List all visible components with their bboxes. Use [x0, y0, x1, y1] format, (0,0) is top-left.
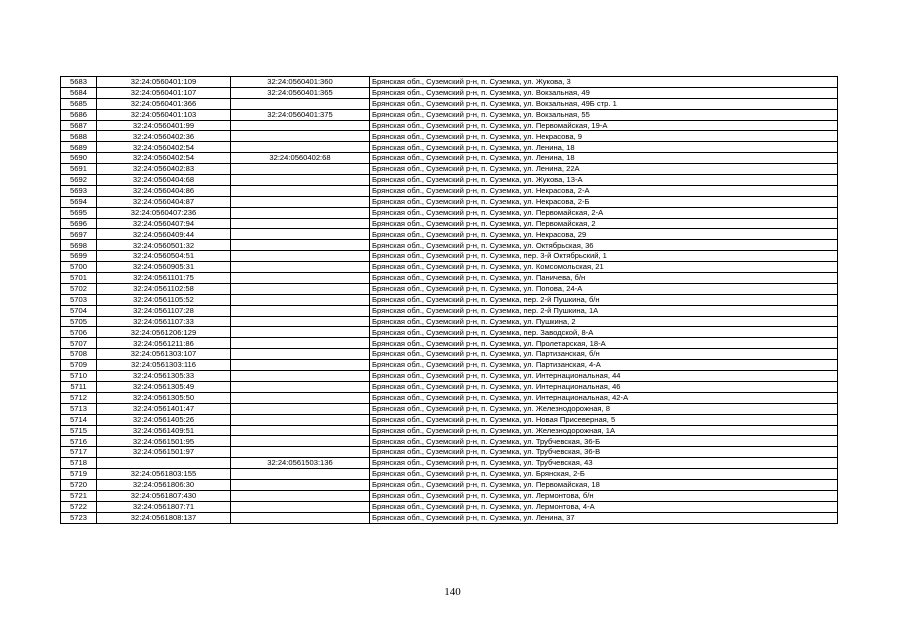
cadastral-number-cell: 32:24:0561803:155	[97, 469, 231, 480]
related-cadastral-number-cell	[231, 316, 370, 327]
related-cadastral-number-cell	[231, 338, 370, 349]
address-cell: Брянская обл., Суземский р-н, п. Суземка, ул. Партизанская, б/н	[370, 349, 838, 360]
address-cell: Брянская обл., Суземский р-н, п. Суземка, ул. Брянская, 2-Б	[370, 469, 838, 480]
table-row	[61, 305, 838, 316]
address-cell: Брянская обл., Суземский р-н, п. Суземка, ул. Трубчевская, 36-В	[370, 447, 838, 458]
related-cadastral-number-cell	[231, 240, 370, 251]
row-number-cell: 5690	[61, 153, 97, 164]
cadastral-number-cell: 32:24:0561807:71	[97, 501, 231, 512]
cadastral-number-cell: 32:24:0560402:36	[97, 131, 231, 142]
cadastral-number-cell: 32:24:0561101:75	[97, 273, 231, 284]
cadastral-number-cell: 32:24:0561211:86	[97, 338, 231, 349]
cadastral-number-cell: 32:24:0560407:236	[97, 207, 231, 218]
row-number-cell: 5698	[61, 240, 97, 251]
table-row	[61, 294, 838, 305]
row-number-cell: 5702	[61, 283, 97, 294]
address-cell: Брянская обл., Суземский р-н, п. Суземка, ул. Октябрьская, 36	[370, 240, 838, 251]
related-cadastral-number-cell	[231, 501, 370, 512]
cadastral-number-cell: 32:24:0561401:47	[97, 403, 231, 414]
related-cadastral-number-cell	[231, 131, 370, 142]
cadastral-number-cell: 32:24:0561305:50	[97, 392, 231, 403]
table-row	[61, 98, 838, 109]
related-cadastral-number-cell	[231, 196, 370, 207]
table-row	[61, 131, 838, 142]
table-row	[61, 262, 838, 273]
related-cadastral-number-cell	[231, 403, 370, 414]
table-row	[61, 360, 838, 371]
cadastral-number-cell: 32:24:0560407:94	[97, 218, 231, 229]
table-row	[61, 381, 838, 392]
row-number-cell: 5719	[61, 469, 97, 480]
row-number-cell: 5721	[61, 490, 97, 501]
address-cell: Брянская обл., Суземский р-н, п. Суземка, ул. Первомайская, 2	[370, 218, 838, 229]
cadastral-number-cell: 32:24:0561303:107	[97, 349, 231, 360]
cadastral-number-cell	[97, 458, 231, 469]
related-cadastral-number-cell	[231, 283, 370, 294]
row-number-cell: 5715	[61, 425, 97, 436]
cadastral-number-cell: 32:24:0561501:97	[97, 447, 231, 458]
cadastral-number-cell: 32:24:0560504:51	[97, 251, 231, 262]
table-row	[61, 414, 838, 425]
row-number-cell: 5708	[61, 349, 97, 360]
row-number-cell: 5689	[61, 142, 97, 153]
row-number-cell: 5687	[61, 120, 97, 131]
related-cadastral-number-cell: 32:24:0561503:136	[231, 458, 370, 469]
table-row	[61, 142, 838, 153]
related-cadastral-number-cell	[231, 360, 370, 371]
address-cell: Брянская обл., Суземский р-н, п. Суземка, ул. Некрасова, 29	[370, 229, 838, 240]
table-row	[61, 240, 838, 251]
related-cadastral-number-cell	[231, 229, 370, 240]
address-cell: Брянская обл., Суземский р-н, п. Суземка, ул. Трубчевская, 36-Б	[370, 436, 838, 447]
related-cadastral-number-cell	[231, 392, 370, 403]
table-row	[61, 251, 838, 262]
table-row	[61, 469, 838, 480]
row-number-cell: 5700	[61, 262, 97, 273]
cadastral-number-cell: 32:24:0561102:58	[97, 283, 231, 294]
related-cadastral-number-cell	[231, 469, 370, 480]
cadastral-number-cell: 32:24:0560905:31	[97, 262, 231, 273]
table-row	[61, 109, 838, 120]
address-cell: Брянская обл., Суземский р-н, п. Суземка, пер. Заводской, 8-А	[370, 327, 838, 338]
related-cadastral-number-cell	[231, 251, 370, 262]
address-cell: Брянская обл., Суземский р-н, п. Суземка, ул. Железнодорожная, 8	[370, 403, 838, 414]
table-row	[61, 77, 838, 88]
table-row	[61, 479, 838, 490]
table-row	[61, 501, 838, 512]
row-number-cell: 5696	[61, 218, 97, 229]
address-cell: Брянская обл., Суземский р-н, п. Суземка, ул. Трубчевская, 43	[370, 458, 838, 469]
related-cadastral-number-cell	[231, 294, 370, 305]
row-number-cell: 5695	[61, 207, 97, 218]
cadastral-number-cell: 32:24:0561206:129	[97, 327, 231, 338]
address-cell: Брянская обл., Суземский р-н, п. Суземка, ул. Некрасова, 9	[370, 131, 838, 142]
related-cadastral-number-cell	[231, 185, 370, 196]
address-cell: Брянская обл., Суземский р-н, п. Суземка, ул. Пролетарская, 18-А	[370, 338, 838, 349]
cadastral-number-cell: 32:24:0561107:28	[97, 305, 231, 316]
table-row	[61, 436, 838, 447]
row-number-cell: 5701	[61, 273, 97, 284]
related-cadastral-number-cell	[231, 414, 370, 425]
table-row	[61, 425, 838, 436]
related-cadastral-number-cell	[231, 490, 370, 501]
address-cell: Брянская обл., Суземский р-н, п. Суземка, ул. Лермонтова, 4-А	[370, 501, 838, 512]
cadastral-number-cell: 32:24:0561808:137	[97, 512, 231, 523]
table-row	[61, 316, 838, 327]
row-number-cell: 5710	[61, 371, 97, 382]
row-number-cell: 5720	[61, 479, 97, 490]
address-cell: Брянская обл., Суземский р-н, п. Суземка, ул. Некрасова, 2-А	[370, 185, 838, 196]
table-row	[61, 403, 838, 414]
related-cadastral-number-cell	[231, 349, 370, 360]
address-cell: Брянская обл., Суземский р-н, п. Суземка, ул. Некрасова, 2-Б	[370, 196, 838, 207]
row-number-cell: 5712	[61, 392, 97, 403]
cadastral-number-cell: 32:24:0561105:52	[97, 294, 231, 305]
address-cell: Брянская обл., Суземский р-н, п. Суземка, ул. Вокзальная, 49Б стр. 1	[370, 98, 838, 109]
row-number-cell: 5684	[61, 87, 97, 98]
related-cadastral-number-cell	[231, 305, 370, 316]
related-cadastral-number-cell	[231, 142, 370, 153]
table-row	[61, 338, 838, 349]
table-row	[61, 283, 838, 294]
address-cell: Брянская обл., Суземский р-н, п. Суземка, ул. Железнодорожная, 1А	[370, 425, 838, 436]
cadastral-number-cell: 32:24:0560402:54	[97, 153, 231, 164]
table-row	[61, 490, 838, 501]
cadastral-number-cell: 32:24:0561303:116	[97, 360, 231, 371]
address-cell: Брянская обл., Суземский р-н, п. Суземка, ул. Вокзальная, 49	[370, 87, 838, 98]
cadastral-number-cell: 32:24:0561305:33	[97, 371, 231, 382]
related-cadastral-number-cell	[231, 479, 370, 490]
address-cell: Брянская обл., Суземский р-н, п. Суземка, ул. Попова, 24-А	[370, 283, 838, 294]
row-number-cell: 5703	[61, 294, 97, 305]
related-cadastral-number-cell	[231, 98, 370, 109]
address-cell: Брянская обл., Суземский р-н, п. Суземка, ул. Пушкина, 2	[370, 316, 838, 327]
cadastral-number-cell: 32:24:0560401:99	[97, 120, 231, 131]
related-cadastral-number-cell	[231, 436, 370, 447]
cadastral-number-cell: 32:24:0560402:54	[97, 142, 231, 153]
address-cell: Брянская обл., Суземский р-н, п. Суземка, ул. Ленина, 18	[370, 142, 838, 153]
address-cell: Брянская обл., Суземский р-н, п. Суземка, ул. Интернациональная, 44	[370, 371, 838, 382]
address-cell: Брянская обл., Суземский р-н, п. Суземка, ул. Вокзальная, 55	[370, 109, 838, 120]
cadastral-number-cell: 32:24:0561107:33	[97, 316, 231, 327]
table-row	[61, 273, 838, 284]
cadastral-number-cell: 32:24:0560401:107	[97, 87, 231, 98]
cadastral-number-cell: 32:24:0560401:103	[97, 109, 231, 120]
row-number-cell: 5706	[61, 327, 97, 338]
related-cadastral-number-cell	[231, 218, 370, 229]
row-number-cell: 5697	[61, 229, 97, 240]
table-row	[61, 371, 838, 382]
row-number-cell: 5683	[61, 77, 97, 88]
cadastral-number-cell: 32:24:0560404:87	[97, 196, 231, 207]
related-cadastral-number-cell	[231, 207, 370, 218]
cadastral-number-cell: 32:24:0560404:68	[97, 175, 231, 186]
cadastral-number-cell: 32:24:0561409:51	[97, 425, 231, 436]
address-cell: Брянская обл., Суземский р-н, п. Суземка, пер. 2-й Пушкина, б/н	[370, 294, 838, 305]
address-cell: Брянская обл., Суземский р-н, п. Суземка, ул. Интернациональная, 42-А	[370, 392, 838, 403]
property-table-body	[61, 77, 838, 524]
row-number-cell: 5713	[61, 403, 97, 414]
table-row	[61, 175, 838, 186]
related-cadastral-number-cell	[231, 447, 370, 458]
table-row	[61, 185, 838, 196]
cadastral-number-cell: 32:24:0561305:49	[97, 381, 231, 392]
cadastral-number-cell: 32:24:0560401:109	[97, 77, 231, 88]
table-row	[61, 164, 838, 175]
cadastral-number-cell: 32:24:0560409:44	[97, 229, 231, 240]
address-cell: Брянская обл., Суземский р-н, п. Суземка, ул. Первомайская, 18	[370, 479, 838, 490]
row-number-cell: 5714	[61, 414, 97, 425]
address-cell: Брянская обл., Суземский р-н, п. Суземка, ул. Жукова, 3	[370, 77, 838, 88]
row-number-cell: 5718	[61, 458, 97, 469]
related-cadastral-number-cell	[231, 371, 370, 382]
address-cell: Брянская обл., Суземский р-н, п. Суземка, ул. Ленина, 37	[370, 512, 838, 523]
cadastral-number-cell: 32:24:0560404:86	[97, 185, 231, 196]
table-row	[61, 447, 838, 458]
address-cell: Брянская обл., Суземский р-н, п. Суземка, ул. Партизанская, 4-А	[370, 360, 838, 371]
related-cadastral-number-cell	[231, 273, 370, 284]
cadastral-number-cell: 32:24:0561405:26	[97, 414, 231, 425]
related-cadastral-number-cell	[231, 164, 370, 175]
related-cadastral-number-cell: 32:24:0560401:360	[231, 77, 370, 88]
address-cell: Брянская обл., Суземский р-н, п. Суземка, пер. 2-й Пушкина, 1А	[370, 305, 838, 316]
related-cadastral-number-cell	[231, 120, 370, 131]
cadastral-number-cell: 32:24:0561806:30	[97, 479, 231, 490]
cadastral-number-cell: 32:24:0561807:430	[97, 490, 231, 501]
row-number-cell: 5685	[61, 98, 97, 109]
row-number-cell: 5704	[61, 305, 97, 316]
cadastral-number-cell: 32:24:0560402:83	[97, 164, 231, 175]
address-cell: Брянская обл., Суземский р-н, п. Суземка, пер. 3-й Октябрьский, 1	[370, 251, 838, 262]
row-number-cell: 5699	[61, 251, 97, 262]
cadastral-number-cell: 32:24:0560501:32	[97, 240, 231, 251]
row-number-cell: 5691	[61, 164, 97, 175]
related-cadastral-number-cell	[231, 381, 370, 392]
page-number: 140	[444, 586, 461, 598]
address-cell: Брянская обл., Суземский р-н, п. Суземка, ул. Жукова, 13-А	[370, 175, 838, 186]
related-cadastral-number-cell	[231, 175, 370, 186]
cadastral-number-cell: 32:24:0561501:95	[97, 436, 231, 447]
table-row	[61, 229, 838, 240]
row-number-cell: 5686	[61, 109, 97, 120]
row-number-cell: 5707	[61, 338, 97, 349]
table-row	[61, 349, 838, 360]
address-cell: Брянская обл., Суземский р-н, п. Суземка, ул. Ленина, 22А	[370, 164, 838, 175]
table-row	[61, 218, 838, 229]
address-cell: Брянская обл., Суземский р-н, п. Суземка, ул. Ленина, 18	[370, 153, 838, 164]
row-number-cell: 5723	[61, 512, 97, 523]
row-number-cell: 5722	[61, 501, 97, 512]
address-cell: Брянская обл., Суземский р-н, п. Суземка, ул. Комсомольская, 21	[370, 262, 838, 273]
row-number-cell: 5717	[61, 447, 97, 458]
address-cell: Брянская обл., Суземский р-н, п. Суземка, ул. Первомайская, 2-А	[370, 207, 838, 218]
property-table	[60, 76, 838, 524]
address-cell: Брянская обл., Суземский р-н, п. Суземка, ул. Первомайская, 19-А	[370, 120, 838, 131]
related-cadastral-number-cell	[231, 425, 370, 436]
related-cadastral-number-cell	[231, 327, 370, 338]
related-cadastral-number-cell: 32:24:0560401:375	[231, 109, 370, 120]
related-cadastral-number-cell: 32:24:0560401:365	[231, 87, 370, 98]
table-row	[61, 327, 838, 338]
cadastral-number-cell: 32:24:0560401:366	[97, 98, 231, 109]
row-number-cell: 5688	[61, 131, 97, 142]
table-row	[61, 392, 838, 403]
address-cell: Брянская обл., Суземский р-н, п. Суземка, ул. Лермонтова, б/н	[370, 490, 838, 501]
table-row	[61, 512, 838, 523]
related-cadastral-number-cell: 32:24:0560402:68	[231, 153, 370, 164]
address-cell: Брянская обл., Суземский р-н, п. Суземка, ул. Новая Присеверная, 5	[370, 414, 838, 425]
related-cadastral-number-cell	[231, 512, 370, 523]
row-number-cell: 5692	[61, 175, 97, 186]
row-number-cell: 5694	[61, 196, 97, 207]
address-cell: Брянская обл., Суземский р-н, п. Суземка, ул. Интернациональная, 46	[370, 381, 838, 392]
table-row	[61, 87, 838, 98]
address-cell: Брянская обл., Суземский р-н, п. Суземка, ул. Паничева, б/н	[370, 273, 838, 284]
related-cadastral-number-cell	[231, 262, 370, 273]
row-number-cell: 5693	[61, 185, 97, 196]
table-row	[61, 207, 838, 218]
table-row	[61, 120, 838, 131]
table-row	[61, 196, 838, 207]
row-number-cell: 5709	[61, 360, 97, 371]
row-number-cell: 5705	[61, 316, 97, 327]
table-row	[61, 153, 838, 164]
row-number-cell: 5716	[61, 436, 97, 447]
table-row	[61, 458, 838, 469]
row-number-cell: 5711	[61, 381, 97, 392]
